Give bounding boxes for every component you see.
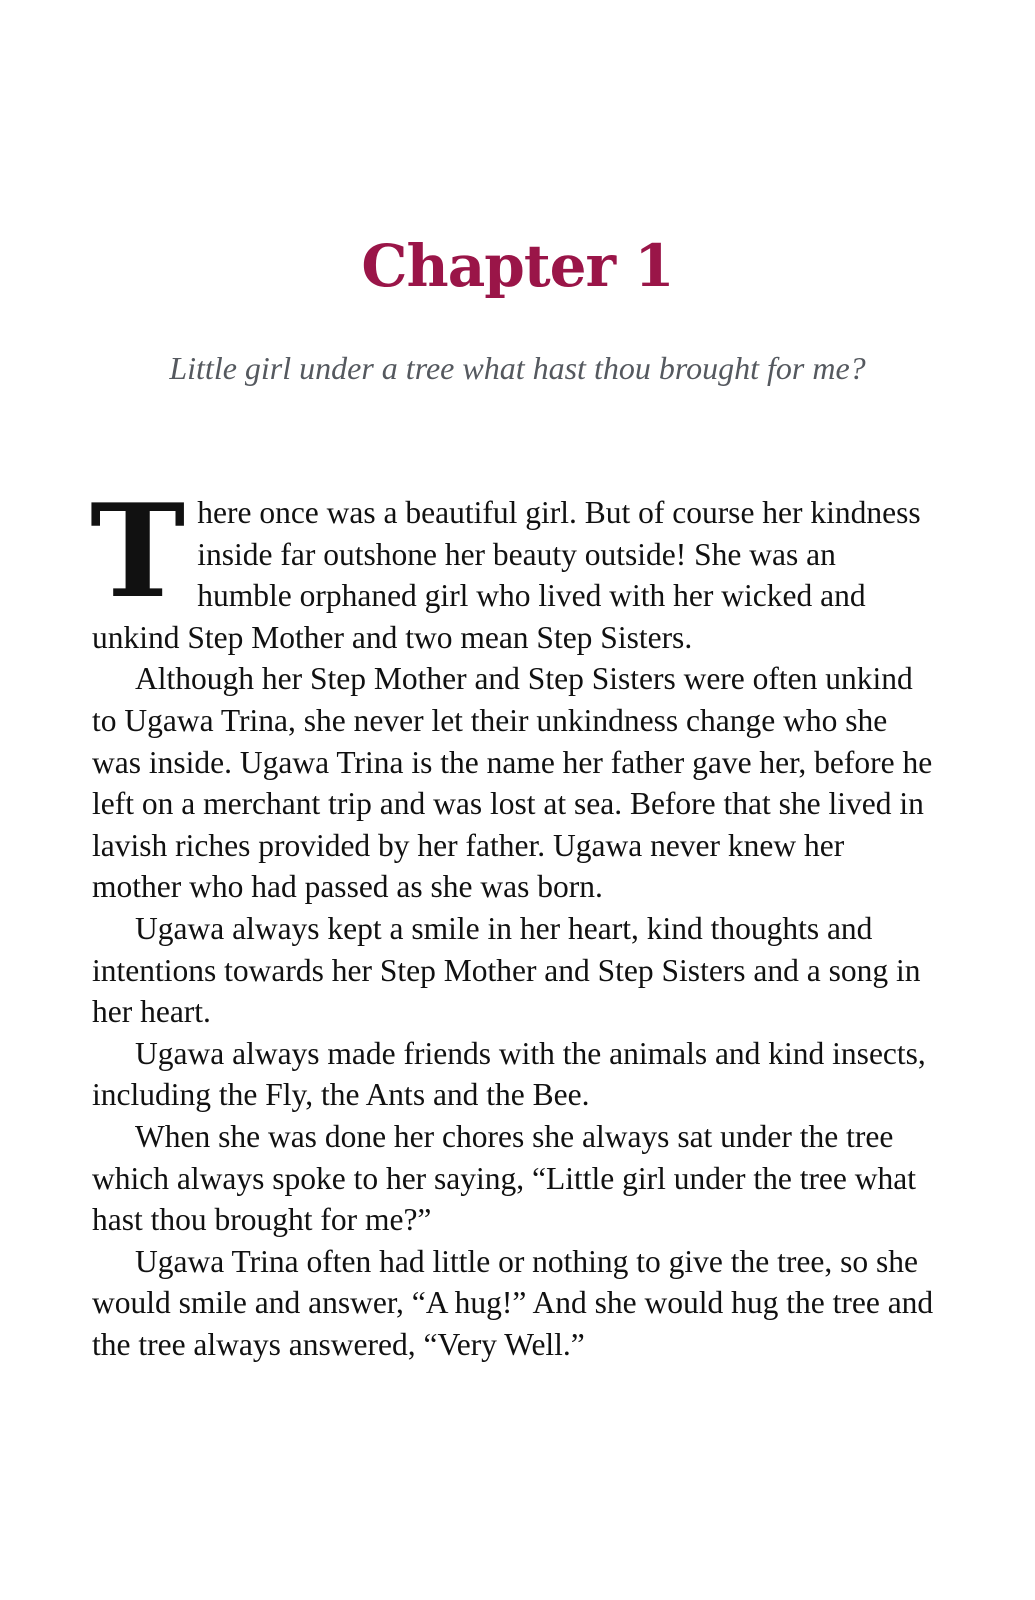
paragraph-2: Although her Step Mother and Step Sisters were often unkind to Ugawa Trina, she never let their unkindness change who she was inside. Ugawa Trina is the name her father gave her, before he left on a merchant trip and was lost at sea. Before that she lived in lavish riches provided by her father. Ugawa never knew her mother who had passed as she was born. bbox=[92, 661, 933, 905]
chapter-body bbox=[90, 477, 934, 1365]
paragraph-5: When she was done her chores she always sat under the tree which always spoke to her saying, “Little girl under the tree what hast thou brought for me?” bbox=[92, 1118, 916, 1238]
paragraph-1 bbox=[90, 477, 934, 658]
paragraph-4: Ugawa always made friends with the animals and kind insects, including the Fly, the Ants and the Bee. bbox=[92, 1035, 926, 1113]
paragraph-1-text: here once was a beautiful girl. But of course her kindness inside far outshone her beauty outside! She was an humble orphaned girl who lived with her wicked and unkind Step Mother and two mean Step Sisters. bbox=[92, 495, 921, 655]
chapter-epigraph: Little girl under a tree what hast thou brought for me? bbox=[169, 350, 866, 386]
drop-cap: T bbox=[90, 477, 186, 627]
paragraph-3: Ugawa always kept a smile in her heart, kind thoughts and intentions towards her Step Mother and Step Sisters and a song in her heart. bbox=[92, 910, 921, 1030]
chapter-title: Chapter 1 bbox=[361, 232, 674, 300]
paragraph-6: Ugawa Trina often had little or nothing to give the tree, so she would smile and answer, “A hug!” And she would hug the tree and the tree always answered, “Very Well.” bbox=[92, 1243, 934, 1362]
